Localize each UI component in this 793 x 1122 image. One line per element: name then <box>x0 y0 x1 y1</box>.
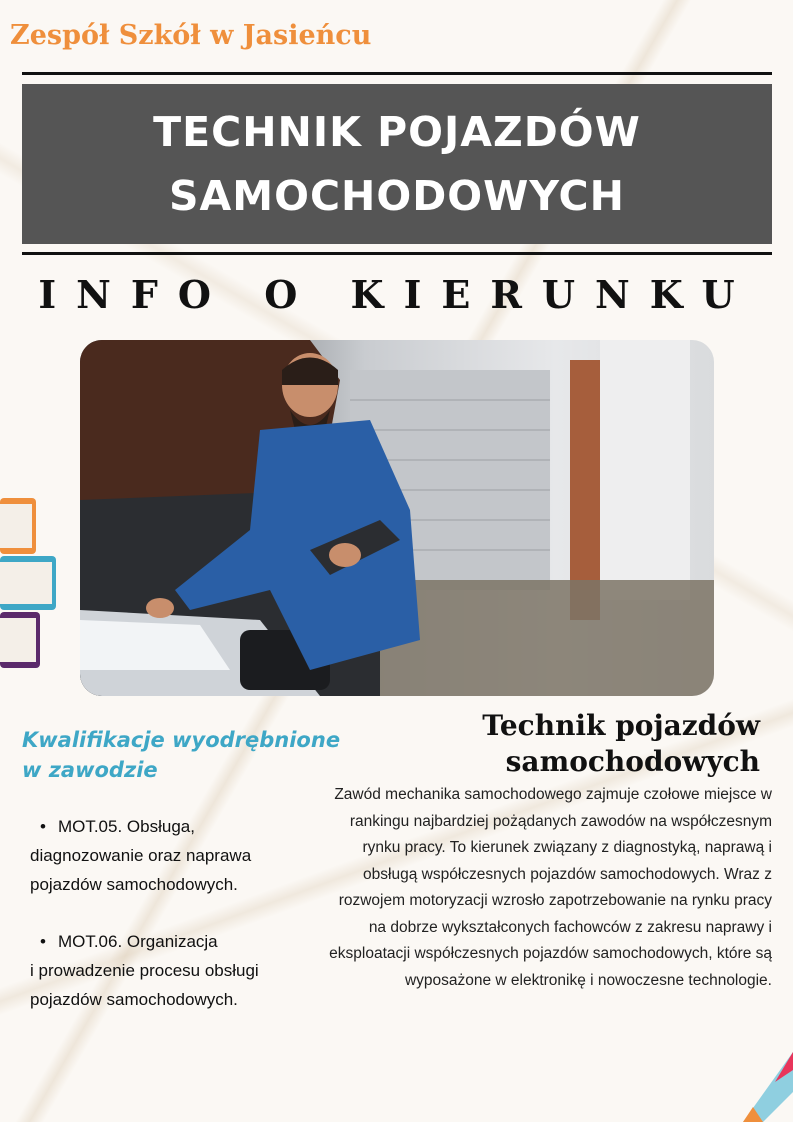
bullet-icon: • <box>40 817 46 836</box>
profile-description: Zawód mechanika samochodowego zajmuje czołowe miejsce w rankingu najbardziej pożądanych zawodów na współczesnym rynku pracy. To kierunek związany z diagnostyką, naprawą i obsługą współczesnych pojazdów samochodowych. Wraz z rozwojem motoryzacji wzrosło zapotrzebowanie na rynku pracy na dobrze wykształconych fachowców z zakresu naprawy i eksploatacji współczesnych pojazdów samochodowych, które są wyposażone w elektronikę i nowoczesne technologie. <box>329 786 772 989</box>
title-line-1: TECHNIK POJAZDÓW <box>153 108 641 156</box>
qualification-item <box>30 812 330 899</box>
divider-top <box>22 72 772 75</box>
title-banner <box>22 84 772 244</box>
qualification-line: MOT.06. Organizacja <box>57 932 218 951</box>
profile-title-line-2: samochodowych <box>505 745 760 778</box>
qualification-line: pojazdów samochodowych. <box>30 875 238 894</box>
qualification-line: pojazdów samochodowych. <box>30 990 238 1009</box>
corner-decoration <box>723 1052 793 1122</box>
qualification-line: diagnozowanie oraz naprawa <box>30 846 252 865</box>
qualification-line: i prowadzenie procesu obsługi <box>30 961 259 980</box>
qualifications-list <box>30 812 330 1042</box>
divider-bottom <box>22 252 772 255</box>
title-line-2: SAMOCHODOWYCH <box>169 172 625 220</box>
profile-title <box>420 708 760 780</box>
profile-title-line-1: Technik pojazdów <box>482 709 760 742</box>
mechanic-photo <box>80 340 714 696</box>
qualification-line: MOT.05. Obsługa, <box>57 817 195 836</box>
school-name: Zespół Szkół w Jasieńcu <box>10 20 372 51</box>
books-decoration <box>0 498 60 668</box>
bullet-icon: • <box>40 932 46 951</box>
qualifications-heading: Kwalifikacje wyodrębnione w zawodzie <box>22 728 341 782</box>
section-heading: INFO O KIERUNKU <box>38 272 755 317</box>
qualification-item <box>30 927 330 1014</box>
